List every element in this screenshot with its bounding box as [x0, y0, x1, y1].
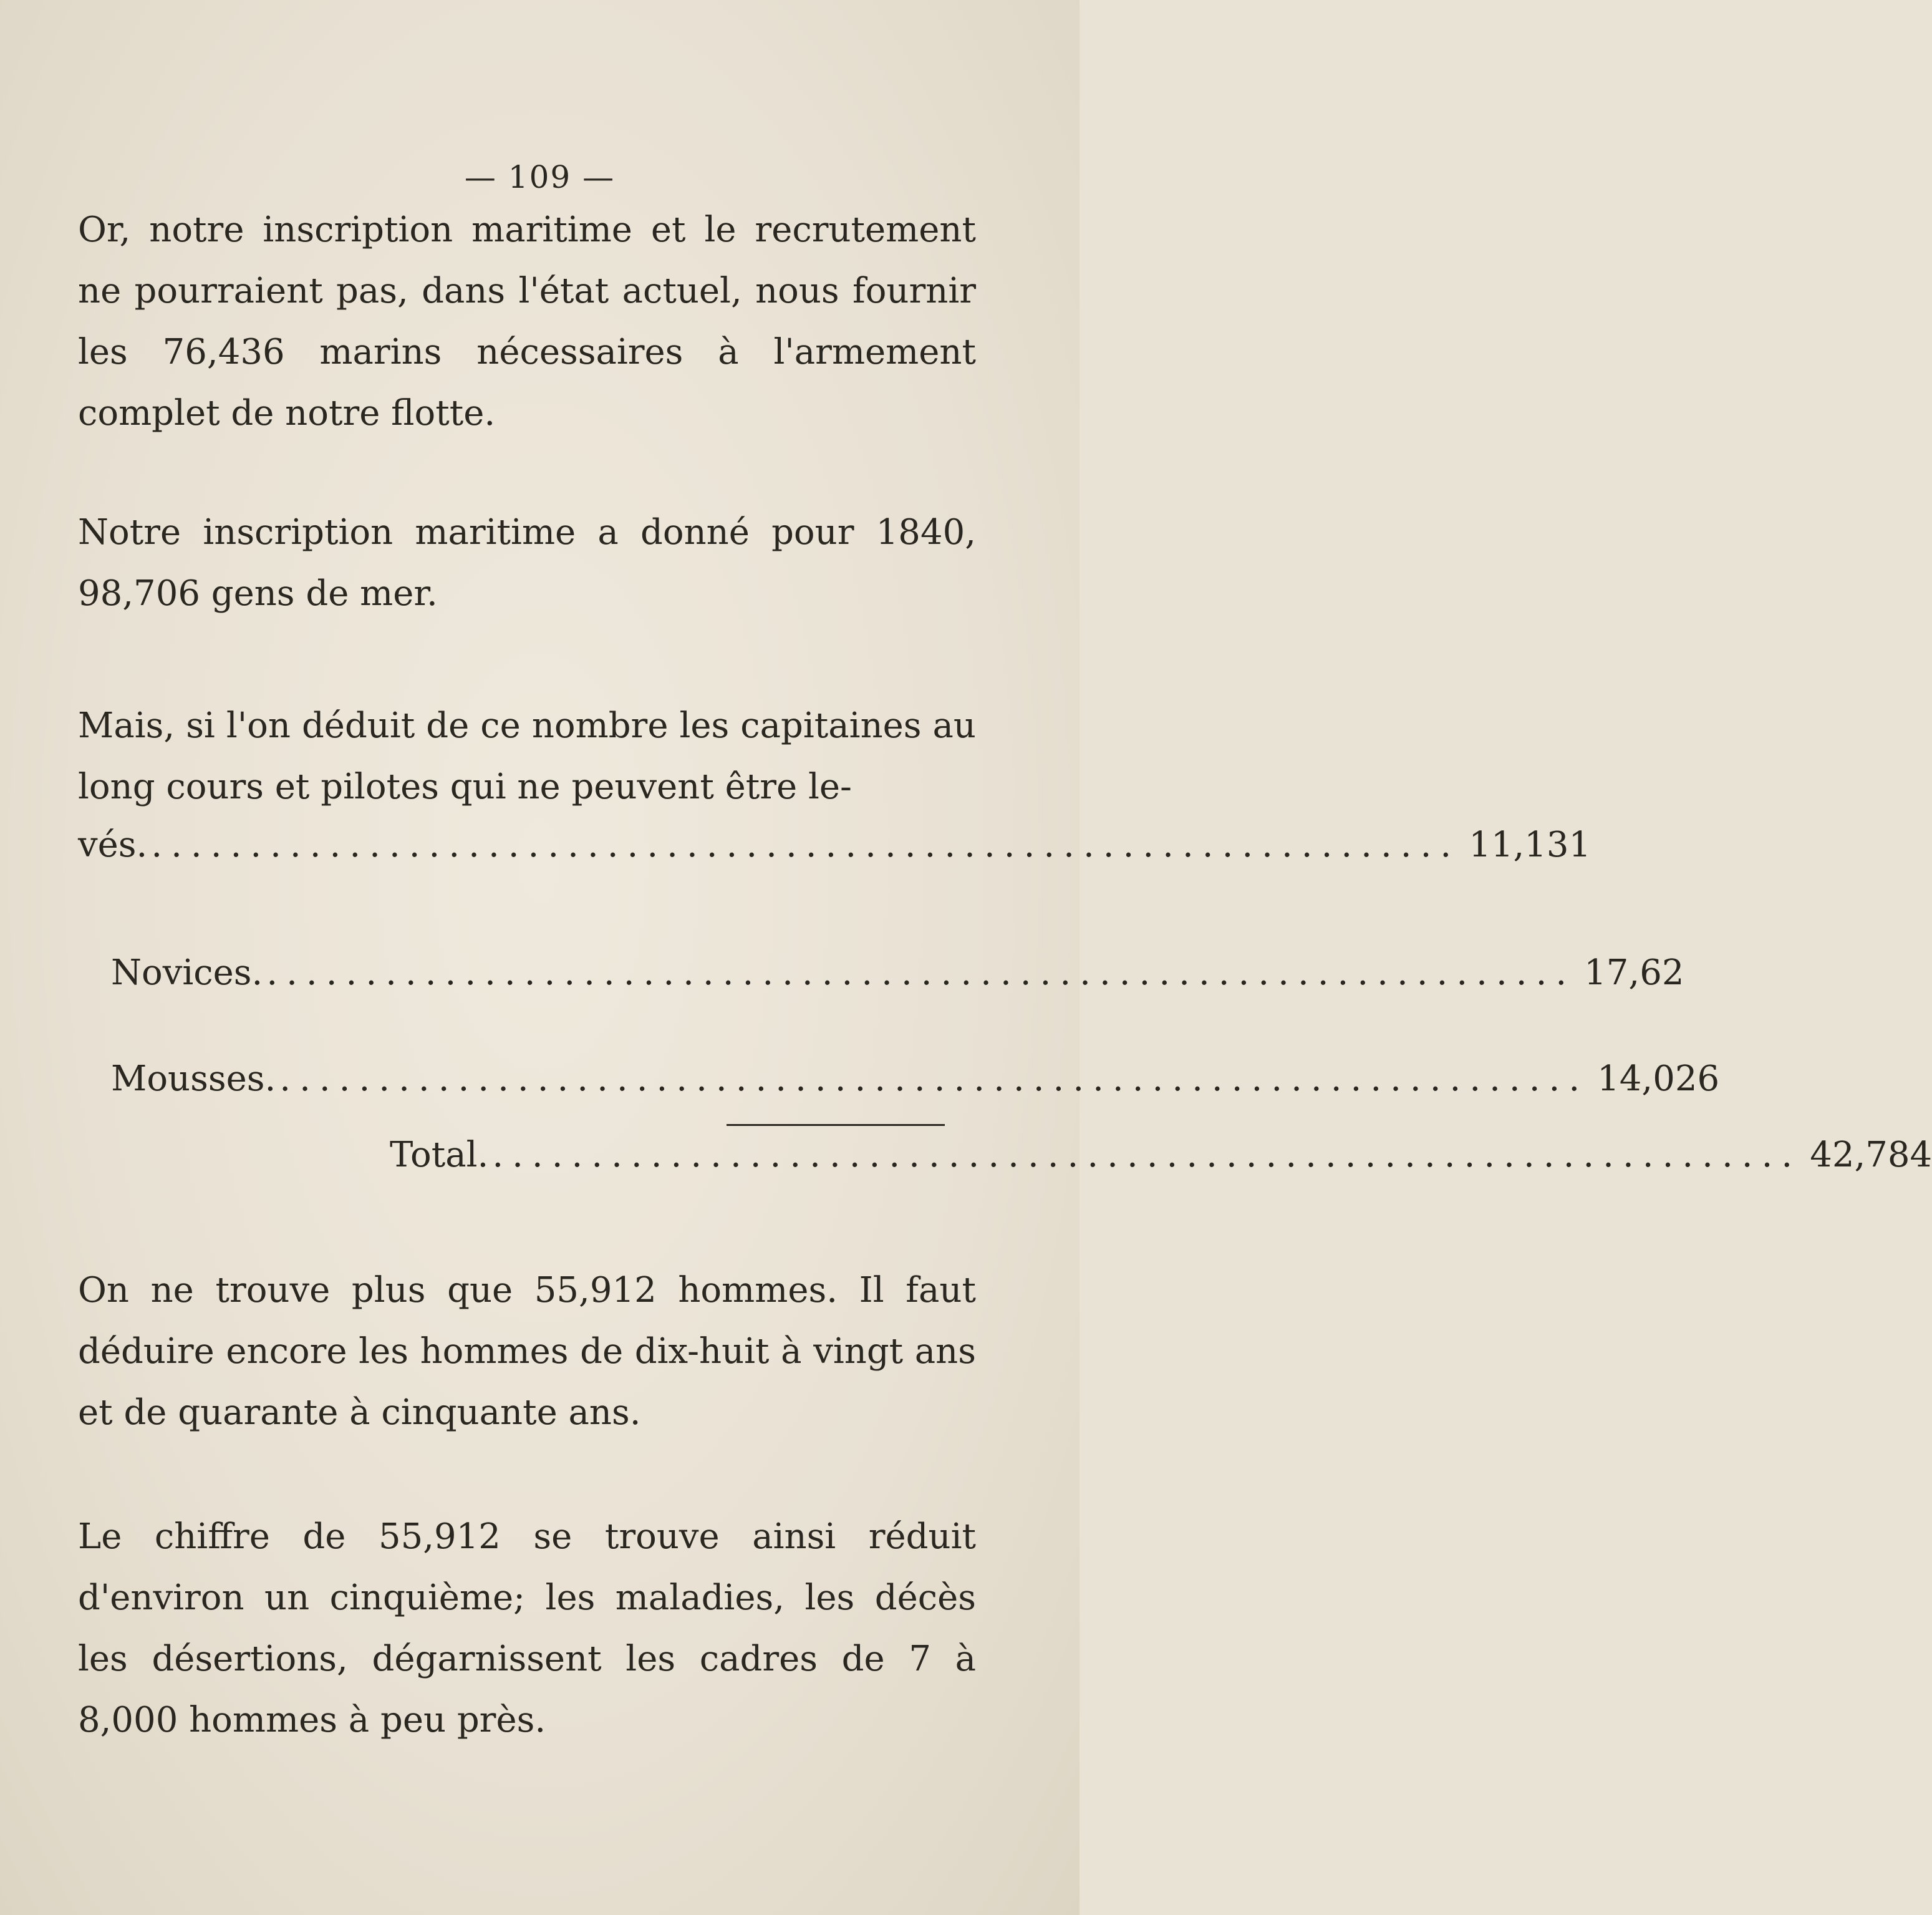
total-value: 42,784: [1810, 1135, 1932, 1175]
paragraph-2: Notre inscription maritime a donné pour 1840, 98,706 gens de mer.: [78, 512, 976, 614]
paragraph-1: Or, notre inscription maritime et le recrutement ne pourraient pas, dans l'état actuel, nous fournir les 76,436 marins nécessaires à l'armement complet de notre flotte.: [78, 210, 976, 434]
table-row: [111, 1054, 1720, 1104]
row-label: Mousses.: [111, 1059, 276, 1099]
row-value: 14,026: [1597, 1059, 1720, 1099]
row-value: 17,62: [1584, 953, 1684, 993]
row-value: 11,131: [1469, 825, 1591, 865]
total-label: Total.: [390, 1135, 489, 1175]
table-row: [78, 820, 1591, 870]
row-label: vés.: [78, 825, 148, 865]
leader-dots: ..................................................................: [279, 1059, 1589, 1099]
paragraph-4: On ne trouve plus que 55,912 hommes. Il faut déduire encore les hommes de dix-huit à vingt ans et de quarante à cinquante ans.: [78, 1270, 976, 1433]
total-rule: [727, 1124, 945, 1126]
row-label: Novices.: [111, 953, 263, 993]
table-row: [111, 948, 1684, 998]
paragraph-5: Le chiffre de 55,912 se trouve ainsi réduit d'environ un cinquième; les maladies, les décès les désertions, dégarnissent les cadres de 7 à 8,000 hommes à peu près.: [78, 1516, 976, 1740]
total-row: [390, 1130, 1932, 1180]
leader-dots: ..................................................................: [151, 825, 1461, 865]
page-number: — 109 —: [464, 159, 616, 195]
leader-dots: ..................................................................: [266, 953, 1576, 993]
leader-dots: ..................................................................: [492, 1135, 1802, 1175]
paragraph-3: Mais, si l'on déduit de ce nombre les capitaines au long cours et pilotes qui ne peuvent être le-: [78, 705, 976, 807]
